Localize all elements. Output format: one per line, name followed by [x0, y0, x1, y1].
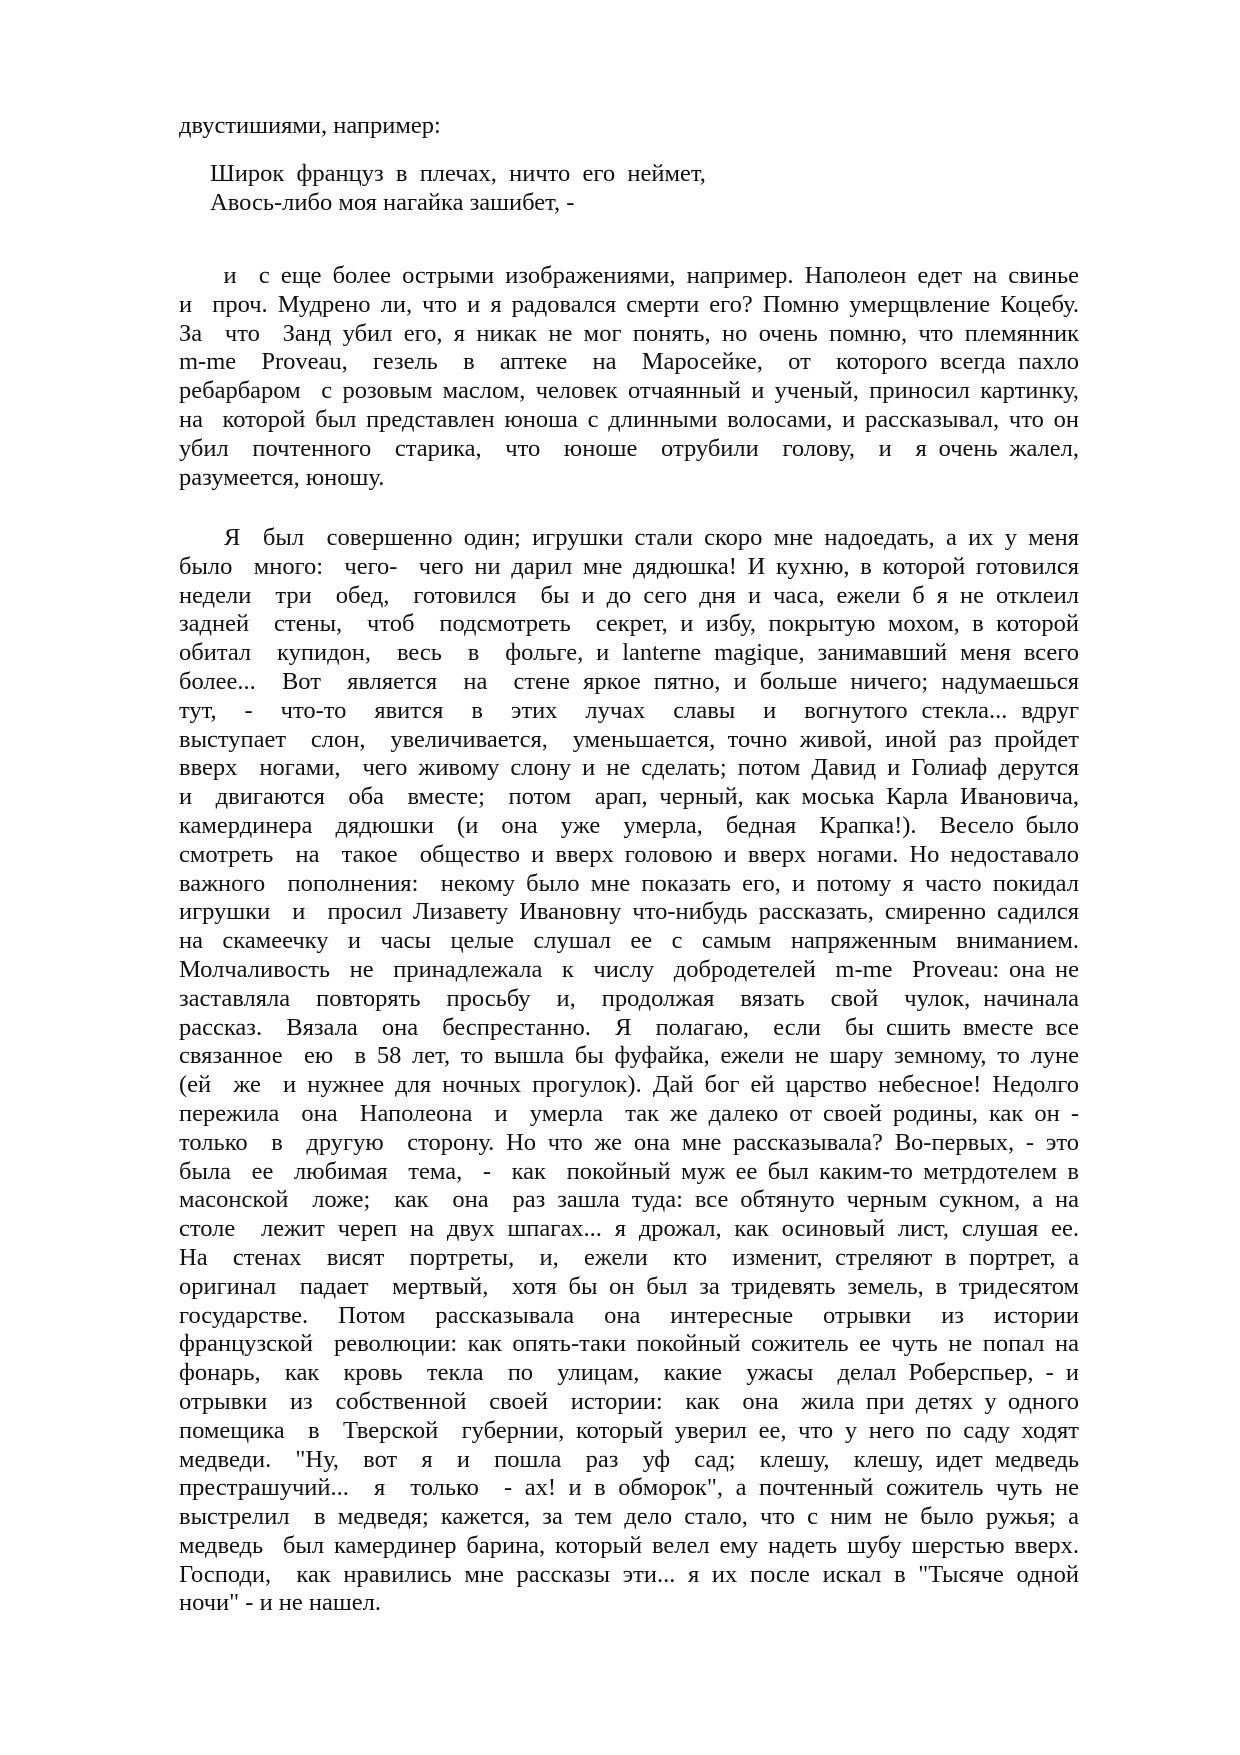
text-line: помещика в Тверской губернии, который уверил ее, что у него по саду ходят: [179, 1416, 1079, 1444]
text-line: тут, - что-то явится в этих лучах славы и вогнутого стекла... вдруг: [179, 696, 1079, 724]
verse-block: [210, 159, 706, 217]
text-line: фонарь, как кровь текла по улицам, какие ужасы делал Роберспьер, - и: [179, 1359, 1079, 1387]
text-line: недели три обед, готовился бы и до сего дня и часа, ежели б я не отклеил: [179, 581, 1079, 609]
text-line: престрашучий... я только - ах! и в обморок", а почтенный сожитель чуть не: [179, 1474, 1079, 1502]
text-line: игрушки и просил Лизавету Ивановну что-нибудь рассказать, смиренно садился: [179, 898, 1079, 926]
text-line: рассказ. Вязала она беспрестанно. Я полагаю, если бы сшить вместе все: [179, 1013, 1079, 1041]
text-line: задней стены, чтоб подсмотреть секрет, и избу, покрытую мохом, в которой: [179, 610, 1079, 638]
text-line: убил почтенного старика, что юноше отрубили голову, и я очень жалел,: [179, 434, 1079, 462]
text-line: оригинал падает мертвый, хотя бы он был за тридевять земель, в тридесятом: [179, 1272, 1079, 1300]
text-line: масонской ложе; как она раз зашла туда: все обтянуто черным сукном, а на: [179, 1186, 1079, 1214]
text-line: обитал купидон, весь в фольге, и lanterne magique, занимавший меня всего: [179, 639, 1079, 667]
text-line: и проч. Мудрено ли, что и я радовался смерти его? Помню умерщвление Коцебу.: [179, 290, 1079, 318]
text-line: разумеется, юношу.: [179, 463, 385, 491]
text-line: m-me Proveau, гезель в аптеке на Маросейке, от которого всегда пахло: [179, 348, 1079, 376]
text-line: Господи, как нравились мне рассказы эти... я их после искал в "Тысяче одной: [179, 1560, 1079, 1588]
text-line: камердинера дядюшки (и она уже умерла, бедная Крапка!). Весело было: [179, 811, 1079, 839]
text-line: столе лежит череп на двух шпагах... я дрожал, как осиновый лист, слушая ее.: [179, 1215, 1079, 1243]
text-line: связанное ею в 58 лет, то вышла бы фуфайка, ежели не шару земному, то луне: [179, 1042, 1079, 1070]
text-line: пережила она Наполеона и умерла так же далеко от своей родины, как он -: [179, 1099, 1079, 1127]
text-line: (ей же и нужнее для ночных прогулок). Дай бог ей царство небесное! Недолго: [179, 1071, 1079, 1099]
paragraph-1: [179, 262, 1079, 492]
text-line: только в другую сторону. Но что же она мне рассказывала? Во-первых, - это: [179, 1128, 1079, 1156]
text-line: На стенах висят портреты, и, ежели кто изменит, стреляют в портрет, а: [179, 1243, 1079, 1271]
text-line: За что Занд убил его, я никак не мог понять, но очень помню, что племянник: [179, 319, 1079, 347]
text-line: выступает слон, увеличивается, уменьшается, точно живой, иной раз пройдет: [179, 725, 1079, 753]
text-line: заставляла повторять просьбу и, продолжая вязать свой чулок, начинала: [179, 984, 1079, 1012]
verse-line: Авось-либо моя нагайка зашибет, -: [210, 189, 575, 216]
text-line: важного пополнения: некому было мне показать его, и потому я часто покидал: [179, 869, 1079, 897]
text-line: было много: чего- чего ни дарил мне дядюшка! И кухню, в которой готовился: [179, 552, 1079, 580]
verse-line: Широк француз в плечах, ничто его неймет,: [210, 160, 706, 187]
text-line: более... Вот является на стене яркое пятно, и больше ничего; надумаешься: [179, 667, 1079, 695]
text-line: ребарбаром с розовым маслом, человек отчаянный и ученый, приносил картинку,: [179, 377, 1079, 405]
text-line: на которой был представлен юноша с длинными волосами, и рассказывал, что он: [179, 405, 1079, 433]
text-line: была ее любимая тема, - как покойный муж ее был каким-то метрдотелем в: [179, 1157, 1079, 1185]
text-line: Я был совершенно один; игрушки стали скоро мне надоедать, а их у меня: [179, 524, 1079, 551]
text-line: и двигаются оба вместе; потом арап, черный, как моська Карла Ивановича,: [179, 783, 1079, 811]
text-line: выстрелил в медведя; кажется, за тем дело стало, что с ним не было ружья; а: [179, 1503, 1079, 1531]
text-line: смотреть на такое общество и вверх головою и вверх ногами. Но недоставало: [179, 840, 1079, 868]
text-line: ночи" - и не нашел.: [179, 1589, 381, 1617]
paragraph-2: [179, 524, 1079, 1618]
text-line: и с еще более острыми изображениями, например. Наполеон едет на свинье: [179, 262, 1079, 289]
text-line: вверх ногами, чего живому слону и не сделать; потом Давид и Голиаф дерутся: [179, 754, 1079, 782]
text-line: французской революции: как опять-таки покойный сожитель ее чуть не попал на: [179, 1330, 1079, 1358]
text-line: Молчаливость не принадлежала к числу добродетелей m-me Proveau: она не: [179, 955, 1079, 983]
text-line: на скамеечку и часы целые слушал ее с самым напряженным вниманием.: [179, 927, 1079, 955]
text-line: государстве. Потом рассказывала она интересные отрывки из истории: [179, 1301, 1079, 1329]
text-line: отрывки из собственной своей истории: как она жила при детях у одного: [179, 1387, 1079, 1415]
text-line: медведь был камердинер барина, который велел ему надеть шубу шерстью вверх.: [179, 1531, 1079, 1559]
text-line: медведи. "Ну, вот я и пошла раз уф сад; клешу, клешу, идет медведь: [179, 1445, 1079, 1473]
intro-line: двустишиями, например:: [179, 112, 441, 139]
